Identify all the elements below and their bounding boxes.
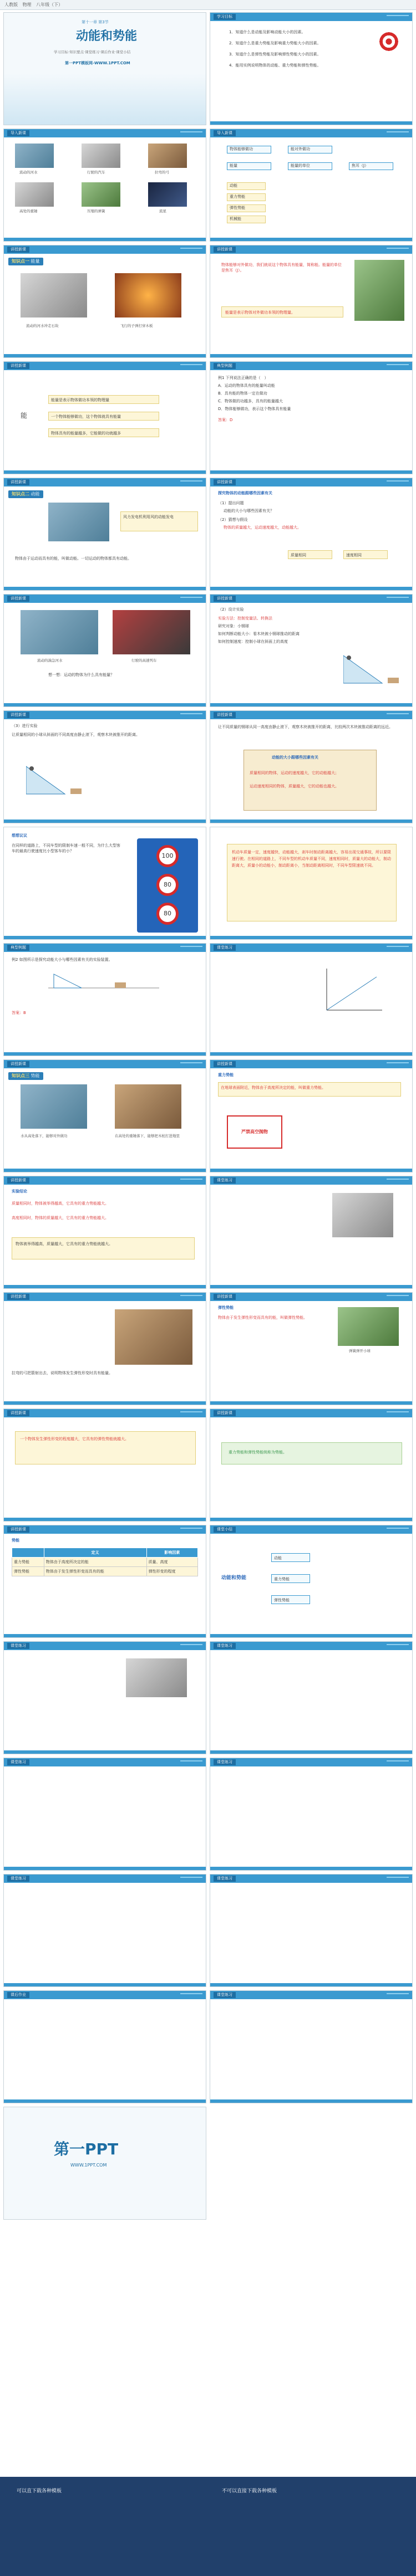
water-photo [21,273,87,317]
slide-kinetic-exp[interactable] [210,594,413,707]
windmill-text: 风力发电机利用风的动能发电 [123,515,174,519]
section-label: 课堂练习 [214,1643,236,1649]
section-label: 讲授新课 [7,1294,29,1300]
table-header [12,1548,44,1558]
practice2-answer: 答案：B [12,1011,26,1015]
practice-line-2: A．运动的物体具有的能量叫动能 [218,383,275,388]
caption-water: 流动的河水冲走石块 [26,324,59,328]
objective-2: 2．知道什么是重力势能及影响重力势能大小的因素。 [229,41,321,45]
knowledge-point-badge [8,258,43,265]
practice-line-1: 例1 下列说法正确的是（ ） [218,376,268,380]
factor-caption-2: 速度相同 [346,553,362,557]
map-branch-text-2: 一个物体能够做功，这个物体就具有能量 [51,414,121,419]
slide-elastic-summary[interactable] [3,1409,206,1522]
caption-train: 行驶的高速列车 [131,658,157,663]
objective-1: 1．知道什么是动能及影响动能大小的因素。 [229,30,306,34]
table-header-row [12,1548,198,1558]
river-photo [15,144,54,168]
kp-title: 势能 [31,1073,40,1078]
end-brand[interactable]: 第一PPT [54,2140,119,2158]
spring-ball-photo [338,1307,399,1346]
section-label: 讲授新课 [7,1177,29,1184]
waterfall-photo [21,1084,87,1129]
end-sub[interactable]: WWW.1PPT.COM [70,2163,107,2168]
map-item-3 [227,204,266,212]
caption-2: 行驶的汽车 [87,170,105,175]
section-label: 课后作业 [7,1992,29,1998]
slide-practice-8[interactable] [210,1641,413,1754]
map-box-2 [227,162,271,170]
section-label: 讲授新课 [214,247,236,253]
slide-practice-12[interactable] [210,1874,413,1987]
ramp-diagram [343,650,404,689]
crumb-2[interactable]: 物理 [22,2,32,7]
ramp-diagram-2 [26,761,87,800]
slide-elastic-note[interactable] [210,1409,413,1522]
archer-photo [115,1309,192,1365]
caption-pile: 在高处的重锤落下，能够把木桩打进地里 [115,1134,180,1138]
section-label: 课堂小结 [214,1527,236,1533]
map-box-3 [288,146,332,153]
map-item-4 [227,216,266,223]
footer-left-title[interactable]: 可以直下载各种模板 [17,2488,62,2494]
exp-judge: 如何判断动能大小：看木块被小钢球推动的距离 [218,632,300,636]
table-cell: 弹性势能 [12,1567,44,1576]
practice2-line: 例2 如图所示是探究动能大小与哪些因素有关的实验装置。 [12,957,113,962]
speed-title: 想想议议 [12,833,27,838]
slide-practice-9[interactable] [3,1758,206,1871]
table-cell: 物体由于高度所决定的能 [44,1558,146,1567]
map-text-2: 能量 [230,163,237,168]
section-label: 典型例题 [214,363,236,369]
factor-step-1: （1）提出问题 [218,501,244,505]
speed-answer-box [227,844,397,921]
section-label: 讲授新课 [214,596,236,602]
conclusion-title: 动能的大小跟哪些因素有关 [272,755,318,760]
factor-step-3: （2）猜想与假设 [218,518,248,522]
map-item-1 [227,182,266,190]
map-text-3: 能对外做功 [291,147,310,151]
table-cell: 弹性形变的程度 [146,1567,197,1576]
mindmap-branch-text-2: 重力势能 [274,1577,290,1581]
summary-table [12,1548,198,1576]
caption-waterfall: 水从高处落下，能够对外做功 [21,1134,68,1138]
kinetic-definition: 物体由于运动而具有的能，叫做动能。一切运动的物体都具有动能。 [15,556,131,561]
energy-note-box [221,306,343,317]
windmill-photo [48,503,109,541]
practice2-figure [48,971,159,993]
objective-3: 3．知道什么是弹性势能及影响弹性势能大小的因素。 [229,52,321,57]
conclusion-line-1: 质量相同的物体，运动的速度越大，它的动能越大； [250,771,339,775]
section-label: 讲授新课 [214,1061,236,1067]
map-item-text-3: 弹性势能 [230,206,245,210]
car-photo [82,144,120,168]
map-root: 能 [21,412,28,419]
slide-practice-7[interactable] [3,1641,206,1754]
map-branch-text-1: 能量是表示物体做功本领的物理量 [51,398,109,402]
slide-kinetic-exp2[interactable] [3,710,206,823]
bullet-photo [115,273,181,317]
factors-title: 探究物体的动能跟哪些因素有关 [218,491,272,495]
hammer-photo [15,182,54,207]
slide-elastic-2[interactable] [210,1292,413,1405]
table-cell: 重力势能 [12,1558,44,1567]
elastic-text: 拉弯的弓把箭射出去，说明物体发生弹性形变时具有能量。 [12,1371,113,1375]
factor-box-1 [288,550,332,559]
section-label: 课堂练习 [7,1876,29,1882]
caption-bullet: 飞行的子弹打穿木板 [120,324,153,328]
gravity-factor-1: 质量相同时，物体被举得越高，它具有的重力势能越大。 [12,1201,109,1206]
map-branch-text-3: 物体具有的能量越多，它能做的功就越多 [51,431,121,436]
section-label: 导入新课 [214,130,236,136]
practice7-figure [126,1658,187,1697]
speed-sign-1 [156,845,179,867]
mindmap-root: 动能和势能 [221,1575,247,1581]
elastic2-title: 弹性势能 [218,1305,234,1310]
table-row [12,1558,198,1567]
slide-concept-map[interactable] [210,129,413,242]
train-photo [113,610,190,654]
factor-box-2 [343,550,388,559]
elastic-note-text: 重力势能和弹性势能统称为势能。 [229,1450,287,1455]
exp-step: （2）设计实验 [218,607,244,612]
knowledge-point-badge [8,490,43,498]
section-label: 学习目标 [214,14,236,20]
slide-practice-1[interactable] [210,361,413,474]
mindmap-branch-text-3: 弹性势能 [274,1598,290,1602]
factor-step-2: 动能的大小与哪些因素有关？ [224,509,274,513]
exp-method: 实验方法：控制变量法、转换法 [218,616,272,621]
slide-summary-table[interactable] [3,1525,206,1638]
slide-kinetic-exp3[interactable] [210,710,413,823]
exp2-title: （3）进行实验 [12,724,38,728]
kp-number: 知识点二 [12,491,29,496]
speed-sign-1-text: 100 [161,852,174,859]
energy-note: 能量是表示物体对外做功本领的物理量。 [225,310,295,315]
slide-practice-2[interactable] [3,943,206,1056]
cover-decoration [4,74,206,125]
caption-3: 拉弯的弓 [155,170,169,175]
speed-sign-3 [156,903,179,925]
slide-objectives[interactable] [210,12,413,125]
gravity-def-box [218,1082,401,1097]
speed-sign-2 [156,874,179,896]
speed-sign-panel [137,838,198,933]
windmill-note [120,511,198,531]
section-label: 讲授新课 [214,1410,236,1416]
slide-practice-end[interactable] [210,1990,413,2103]
practice-answer: 答案：D [218,418,233,422]
slide-practice-3[interactable] [210,943,413,1056]
elastic2-caption: 弹簧弹开小球 [349,1349,371,1353]
slide-energy-text[interactable] [210,245,413,358]
gravity-factors-title: 实验结论 [12,1189,27,1194]
footer-right-title[interactable]: 不可以直接下载各种模板 [222,2488,277,2494]
section-label: 讲授新课 [7,479,29,485]
section-label: 讲授新课 [7,363,29,369]
conclusion-line-2: 运动速度相同的物体，质量越大，它的动能也越大。 [250,784,339,788]
practice-line-3: B．具有能的物体一定在做功 [218,391,267,396]
slide-mindmap[interactable] [210,1525,413,1638]
slide-kinetic-factors[interactable] [210,478,413,591]
slide-potential[interactable] [3,1059,206,1172]
breadcrumb [0,0,416,10]
section-label: 讲授新课 [214,1294,236,1300]
section-label: 课堂练习 [214,945,236,951]
slide-kinetic-pics[interactable] [3,594,206,707]
map-branch-3 [48,428,159,437]
cover-chapter: 第十一章 第3节 [82,20,109,24]
gravity-factor-2: 高度相同时，物体的质量越大，它具有的重力势能越大。 [12,1216,109,1220]
energy-definition: 物体能够对外做功，我们就说这个物体具有能量，简称能。能量的单位是焦耳（J）。 [221,263,342,273]
kp-number: 知识点三 [12,1073,29,1078]
spring-photo [82,182,120,207]
warning-text: 严禁高空抛物 [241,1129,268,1134]
map-box-4 [288,162,332,170]
caption-6: 流星 [159,209,166,213]
map-item-text-1: 动能 [230,183,237,188]
map-text-5: 焦耳（J） [352,163,369,168]
practice-line-4: C．物体做的功越多，具有的能量越大 [218,399,283,403]
mindmap-branch-3 [271,1595,310,1604]
slide-homework[interactable] [3,1990,206,2103]
speed-text: 在同样的道路上，不同车型的限制车速一般不同，为什么大型客车的最高行驶速度比小型客车的小？ [12,843,120,853]
table-header: 影响因素 [146,1548,197,1558]
factor-step-4: 物体的质量越大，运动速度越大，动能越大。 [224,525,301,530]
section-label: 讲授新课 [7,1410,29,1416]
knowledge-point-badge [8,1072,43,1080]
section-label: 讲授新课 [214,479,236,485]
kp-number: 知识点一 [12,259,29,264]
gravity-def: 在地球表面附近，物体由于高度所决定的能，叫做重力势能。 [221,1085,326,1090]
practice3-graph [321,966,388,1016]
kp-title: 能量 [31,259,40,264]
section-label: 课堂练习 [214,1177,236,1184]
slide-cover[interactable] [3,12,206,125]
section-label: 讲授新课 [7,712,29,718]
section-label: 讲授新课 [7,1527,29,1533]
meteor-photo [148,182,187,207]
practice5-figure [332,1193,393,1237]
warning-sign [227,1115,282,1149]
crumb-3[interactable]: 八年级（下） [36,2,63,7]
gravity-note: 物体被举得越高，质量越大，它具有的重力势能就越大。 [16,1242,113,1246]
mindmap-branch-1 [271,1553,310,1562]
mindmap-branch-2 [271,1574,310,1583]
map-item-2 [227,193,266,201]
table-row [12,1567,198,1576]
slide-gravity-pe[interactable] [210,1059,413,1172]
site-footer [0,2477,416,2576]
summary-title: 势能 [12,1538,19,1543]
speed-answer-text: 机动车质量一定，速度越快，动能越大，刹车时制动距离越大，容易出现交通事故，所以要限速行驶。在相同的道路上，不同车型的机动车质量不同，速度相同时，质量大的动能大，制动距离大，质量小的动能小，制动距离小，当制动距离相同时，不同车型限速就不同。 [232,850,391,868]
speed-sign-3-text: 80 [164,910,171,917]
slide-grid [3,12,413,2223]
crumb-1[interactable]: 人教版 [4,2,18,7]
table-header: 定义 [44,1548,146,1558]
map-box-1 [227,146,271,153]
cover-title: 动能和势能 [76,29,138,43]
section-label: 讲授新课 [7,247,29,253]
elastic-summary-text: 一个物体发生弹性形变的程度越大，它具有的弹性势能就越大。 [20,1437,129,1441]
slide-energy-map[interactable] [3,361,206,474]
conclusion-scroll [243,750,377,811]
section-label: 课堂练习 [7,1759,29,1765]
slide-practice-5[interactable] [210,1176,413,1289]
bow-photo [148,144,187,168]
map-branch-1 [48,395,159,404]
caption-1: 流动的河水 [19,170,38,175]
slide-intro[interactable] [3,129,206,242]
kinetic-question: 想一想：运动的物体为什么具有能量？ [48,673,114,677]
map-text-4: 能量的单位 [291,163,310,168]
section-label: 课堂练习 [214,1992,236,1998]
section-label: 讲授新课 [7,1061,29,1067]
cover-subtitle: 学习目标·知识要点·课堂练习·课后作业·课堂小结 [54,50,131,54]
elastic-summary-box [15,1431,196,1464]
slide-practice-11[interactable] [3,1874,206,1987]
map-item-text-2: 重力势能 [230,194,245,199]
objective-4: 4．能用实例说明物体的动能、重力势能和弹性势能。 [229,63,321,68]
exp-object: 研究对象：小钢球 [218,624,249,628]
map-text-1: 物体能够做功 [230,147,253,151]
slide-energy-def[interactable] [3,245,206,358]
map-branch-2 [48,412,159,421]
slide-elastic[interactable] [3,1292,206,1405]
elastic2-def: 物体由于发生弹性形变而具有的能，叫做弹性势能。 [218,1315,307,1320]
mindmap-branch-text-1: 动能 [274,1556,282,1560]
caption-river: 流动的湍急河水 [37,658,63,663]
elastic-note-box [221,1442,402,1464]
flying-photo [354,260,404,321]
cover-brand[interactable]: 第一PPT模板网-WWW.1PPT.COM [65,61,130,65]
table-cell: 物体由于发生弹性形变而具有的能 [44,1567,146,1576]
section-label: 课堂练习 [214,1876,236,1882]
slide-kinetic[interactable] [3,478,206,591]
gravity-note-box [12,1237,195,1259]
river-photo-2 [21,610,98,654]
section-label: 典型例题 [7,945,29,951]
map-box-5 [349,162,393,170]
pile-driver-photo [115,1084,181,1129]
caption-4: 高处的重锤 [19,209,38,213]
exp2-text: 让质量相同的小球从斜面的不同高度由静止滚下，观察木块被推开的距离。 [12,733,140,737]
kp-title: 动能 [31,491,40,496]
slide-gravity-factors[interactable] [3,1176,206,1289]
factor-caption-1: 质量相同 [291,553,306,557]
practice-line-5: D．物体能够做功，表示这个物体具有能量 [218,407,291,411]
speed-sign-2-text: 80 [164,881,171,888]
section-label: 讲授新课 [7,596,29,602]
gravity-title: 重力势能 [218,1073,234,1077]
slide-end[interactable] [3,2107,206,2220]
slide-speed-limit[interactable] [3,827,206,940]
table-cell: 质量、高度 [146,1558,197,1567]
section-label: 导入新课 [7,130,29,136]
section-label: 课堂练习 [214,1759,236,1765]
slide-speed-answer[interactable] [210,827,413,940]
exp-control: 如何控制速度：控制小球在斜面上的高度 [218,639,288,644]
target-icon [377,29,401,54]
exp3-text: 让不同质量的钢球从同一高度由静止滚下，观察木块被推开的距离，比较两次木块被推动距离的远近。 [218,725,393,729]
section-label: 讲授新课 [214,712,236,718]
section-label: 课堂练习 [7,1643,29,1649]
slide-practice-10[interactable] [210,1758,413,1871]
map-item-text-4: 机械能 [230,217,241,221]
caption-5: 压缩的弹簧 [87,209,105,213]
